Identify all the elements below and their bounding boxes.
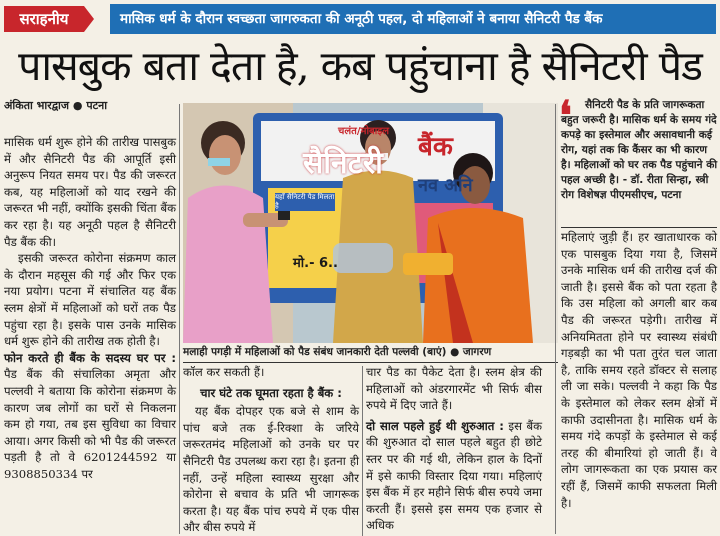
subheading: दो साल पहले हुई थी शुरुआत : xyxy=(366,418,504,433)
paragraph: पैड बैंक की संचालिका अमृता और पल्लवी ने बताया कि कोरोना संक्रमण के कारण जब लोगों का घरों से निकलना कम हो गया, तब इस सुविधा का विचार आया। अगर किसी को भी पैड की जरूरत पड़ती है तो वे 6201244592 या 9308850334 पर xyxy=(4,367,176,481)
paragraph: इसकी जरूरत कोरोना संक्रमण काल के दौरान महसूस की गई और फिर एक नया प्रयोग। पटना में संचालित यह बैंक स्लम क्षेत्रों में महिलाओं को घरों तक पैड पहुंचा रहा है। इसके पास उनके मासिक धर्म शुरू होने की तारीख तक होती है। xyxy=(4,251,176,349)
column-divider xyxy=(555,104,556,534)
subheading: फोन करते ही बैंक के सदस्य घर पर : xyxy=(4,350,176,365)
banner-note: यहाँ सैनिटरी पैड मिलता है xyxy=(275,193,335,210)
byline: अंकिता भारद्वाज ● पटना xyxy=(4,99,108,112)
column-divider xyxy=(362,366,363,536)
quote-text: सैनिटरी पैड के प्रति जागरूकता बहुत जरूरी है। मासिक धर्म के समय गंदे कपड़े का इस्तेमाल और असावधानी कई रोग, यहां तक कि कैंसर का भी कारण है। महिलाओं को घर तक पैड पहुंचाने की पहल अच्छी है। - डॉ. रीता सिन्हा, स्त्री रोग विशेषज्ञ पीएमसीएच, पटना xyxy=(561,99,718,201)
top-bar xyxy=(0,0,720,36)
subheading xyxy=(183,385,359,402)
paragraph: महिलाएं जुड़ी हैं। हर खाताधारक को एक पासबुक दिया गया है, जिसमें उनके मासिक धर्म की तारीख दर्ज की जाती है। इससे बैंक को पता रहता है कि उस महिला को अगली बार कब पैड की जरूरत पड़ेगी। तारीख में अनियमितता होने पर स्वास्थ्य संबंधी गड़बड़ी का भी पता तुरंत चल जाता है, ताकि समय रहते डॉक्टर से सलाह ली जा सके। पल्लवी ने कहा कि पैड के इस्तेमाल को लेकर स्लम क्षेत्रों में काफी उदासीनता है। मासिक धर्म के समय गंदे कपड़ों के इस्तेमाल से कई तरह की बीमारियां हो जाती हैं। वे लोग जागरूकता का एक प्रयास कर रहीं हैं, जिसमें काफी सफलता मिली है। xyxy=(561,230,717,510)
paragraph: मासिक धर्म शुरू होने की तारीख पासबुक में और सैनिटरी पैड की आपूर्ति इसी अनुरूप नियत समय पर। पैड की जरूरत कब, यह महिलाओं को याद रखने की जरूरत भी नहीं, क्योंकि इसकी चिंता बैंक कर रहा है। यह अनूठी पहल है सैनिटरी पैड बैंक की। xyxy=(4,135,176,249)
banner-word: बैंक xyxy=(418,132,453,162)
banner-line1: चलंत/मोबाइल xyxy=(338,126,390,137)
paragraph: इस बैंक की शुरुआत दो साल पहले बहुत ही छोटे स्तर पर की गई थी, लेकिन हाल के दिनों में इसे काफी विस्तार दिया गया। महिलाएं इस बैंक में हर महीने सिर्फ बीस रुपये जमा करती हैं। इससे इस समय एक हजार से अधिक xyxy=(366,418,542,533)
headline: पासबुक बता देता है, कब पहुंचाना है सैनिटरी पैड xyxy=(18,42,702,90)
column-1 xyxy=(4,134,176,482)
paragraph: कॉल कर सकती हैं। xyxy=(183,365,265,379)
news-photo xyxy=(183,103,558,343)
section-tag: सराहनीय xyxy=(4,6,84,32)
column-2 xyxy=(183,364,359,536)
expert-quote xyxy=(559,92,719,226)
subheading-text: चार घंटे तक घूमता रहता है बैंक : xyxy=(200,385,342,400)
banner-small: नव अनि xyxy=(418,175,473,196)
caption-rule xyxy=(183,362,558,363)
quote-mark-icon: ❛ xyxy=(559,92,572,139)
paragraph: यह बैंक दोपहर एक बजे से शाम के पांच बजे तक ई-रिक्शा के जरिये जरूरतमंद महिलाओं को उनके घर पर सैनिटरी पैड उपलब्ध करा रहा है। इतना ही नहीं, उन्हें महिला स्वास्थ्य सुरक्षा और कोरोना से बचाव के प्रति भी जागरूक करता है। यह बैंक पांच रुपये में एक पीस और बीस रुपये में xyxy=(183,404,359,535)
banner-phone: मो.- 6.. xyxy=(293,256,338,271)
strap-line: मासिक धर्म के दौरान स्वच्छता जागरुकता की अनूठी पहल, दो महिलाओं ने बनाया सैनिटरी पैड बैंक xyxy=(110,4,716,34)
column-4 xyxy=(561,229,717,511)
banner-big: सैनिटरी xyxy=(303,146,383,181)
column-divider xyxy=(179,104,180,534)
paragraph: चार पैड का पैकेट देता है। स्लम क्षेत्र की महिलाओं को अंडरगारमेंट भी सिर्फ बीस रुपये में दिए जाते हैं। xyxy=(366,365,542,413)
quote-rule xyxy=(561,227,717,228)
column-3 xyxy=(366,364,542,534)
photo-caption: मलाही पगड़ी में महिलाओं को पैड संबंध जानकारी देती पल्लवी (बाएं) ● जागरण xyxy=(183,346,492,358)
photo-illustration xyxy=(183,103,558,343)
